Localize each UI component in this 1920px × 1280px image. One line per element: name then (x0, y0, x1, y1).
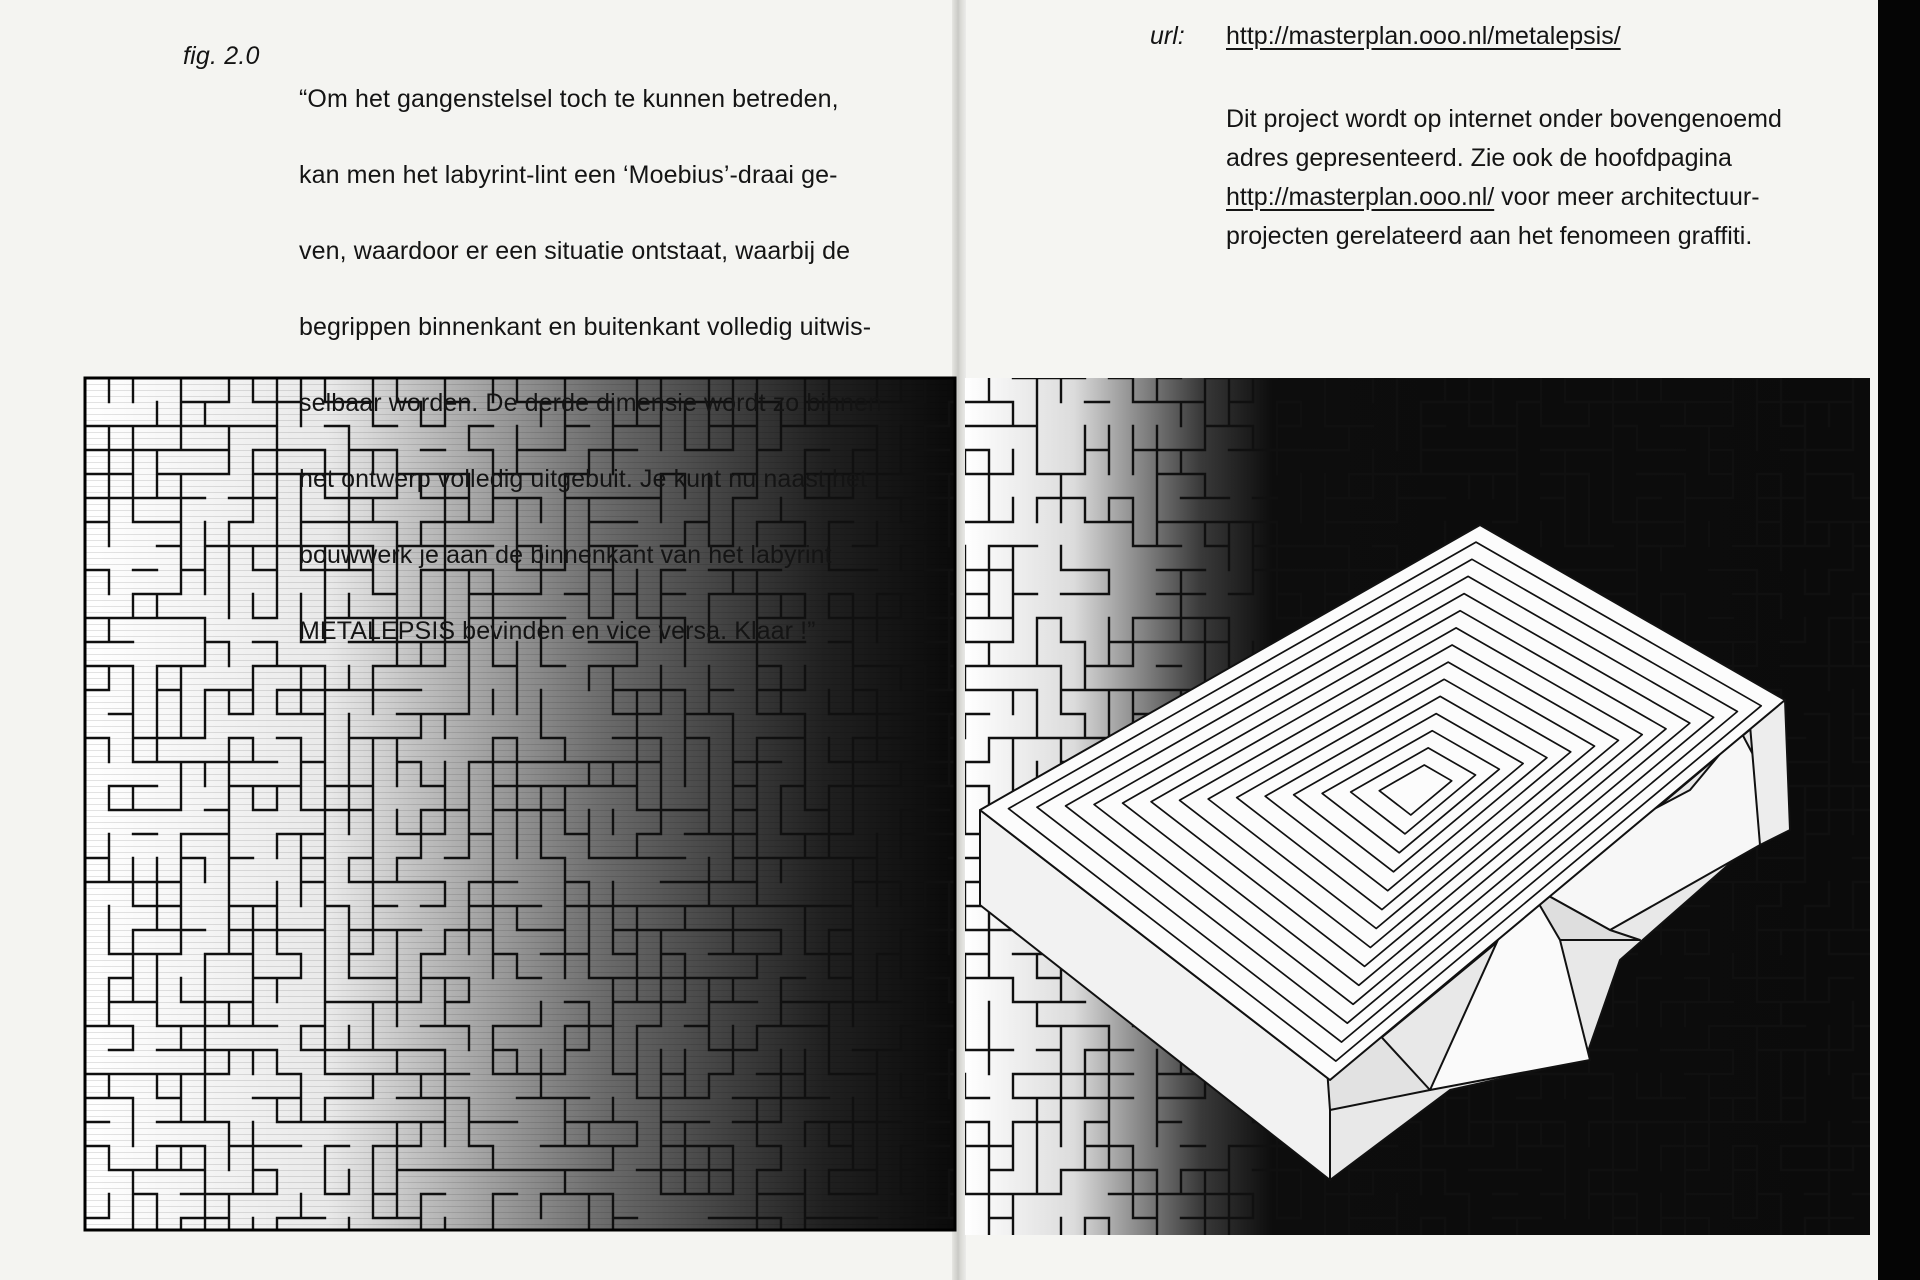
quote-line: bouwwerk je aan de binnenkant van het labyrint (299, 541, 832, 569)
quote-line: METALEPSIS bevinden en vice versa. Klaar !” (299, 617, 816, 645)
quote-text (299, 42, 919, 688)
info-text: Dit project wordt op internet onder bovengenoemd adres gepresenteerd. Zie ook de hoofdpagina (1226, 105, 1782, 172)
quote-line: ven, waardoor er een situatie ontstaat, waarbij de (299, 237, 851, 265)
info-text: voor meer architectuur-projecten gerelateerd aan het fenomeen graffiti. (1226, 183, 1760, 250)
quote-line: “Om het gangenstelsel toch te kunnen betreden, (299, 85, 839, 113)
info-paragraph (1226, 100, 1846, 256)
quote-line: begrippen binnenkant en buitenkant volledig uitwis- (299, 313, 872, 341)
figure-label: fig. 2.0 (183, 42, 260, 70)
project-url-link[interactable]: http://masterplan.ooo.nl/metalepsis/ (1226, 22, 1621, 50)
quote-line: selbaar worden. De derde dimensie wordt zo binnen (299, 389, 883, 417)
homepage-link[interactable]: http://masterplan.ooo.nl/ (1226, 183, 1495, 211)
quote-line: kan men het labyrint-lint een ‘Moebius’-draai ge- (299, 161, 838, 189)
quote-line: het ontwerp volledig uitgebuit. Je kunt nu naast het (299, 465, 868, 493)
url-label: url: (1150, 22, 1185, 50)
